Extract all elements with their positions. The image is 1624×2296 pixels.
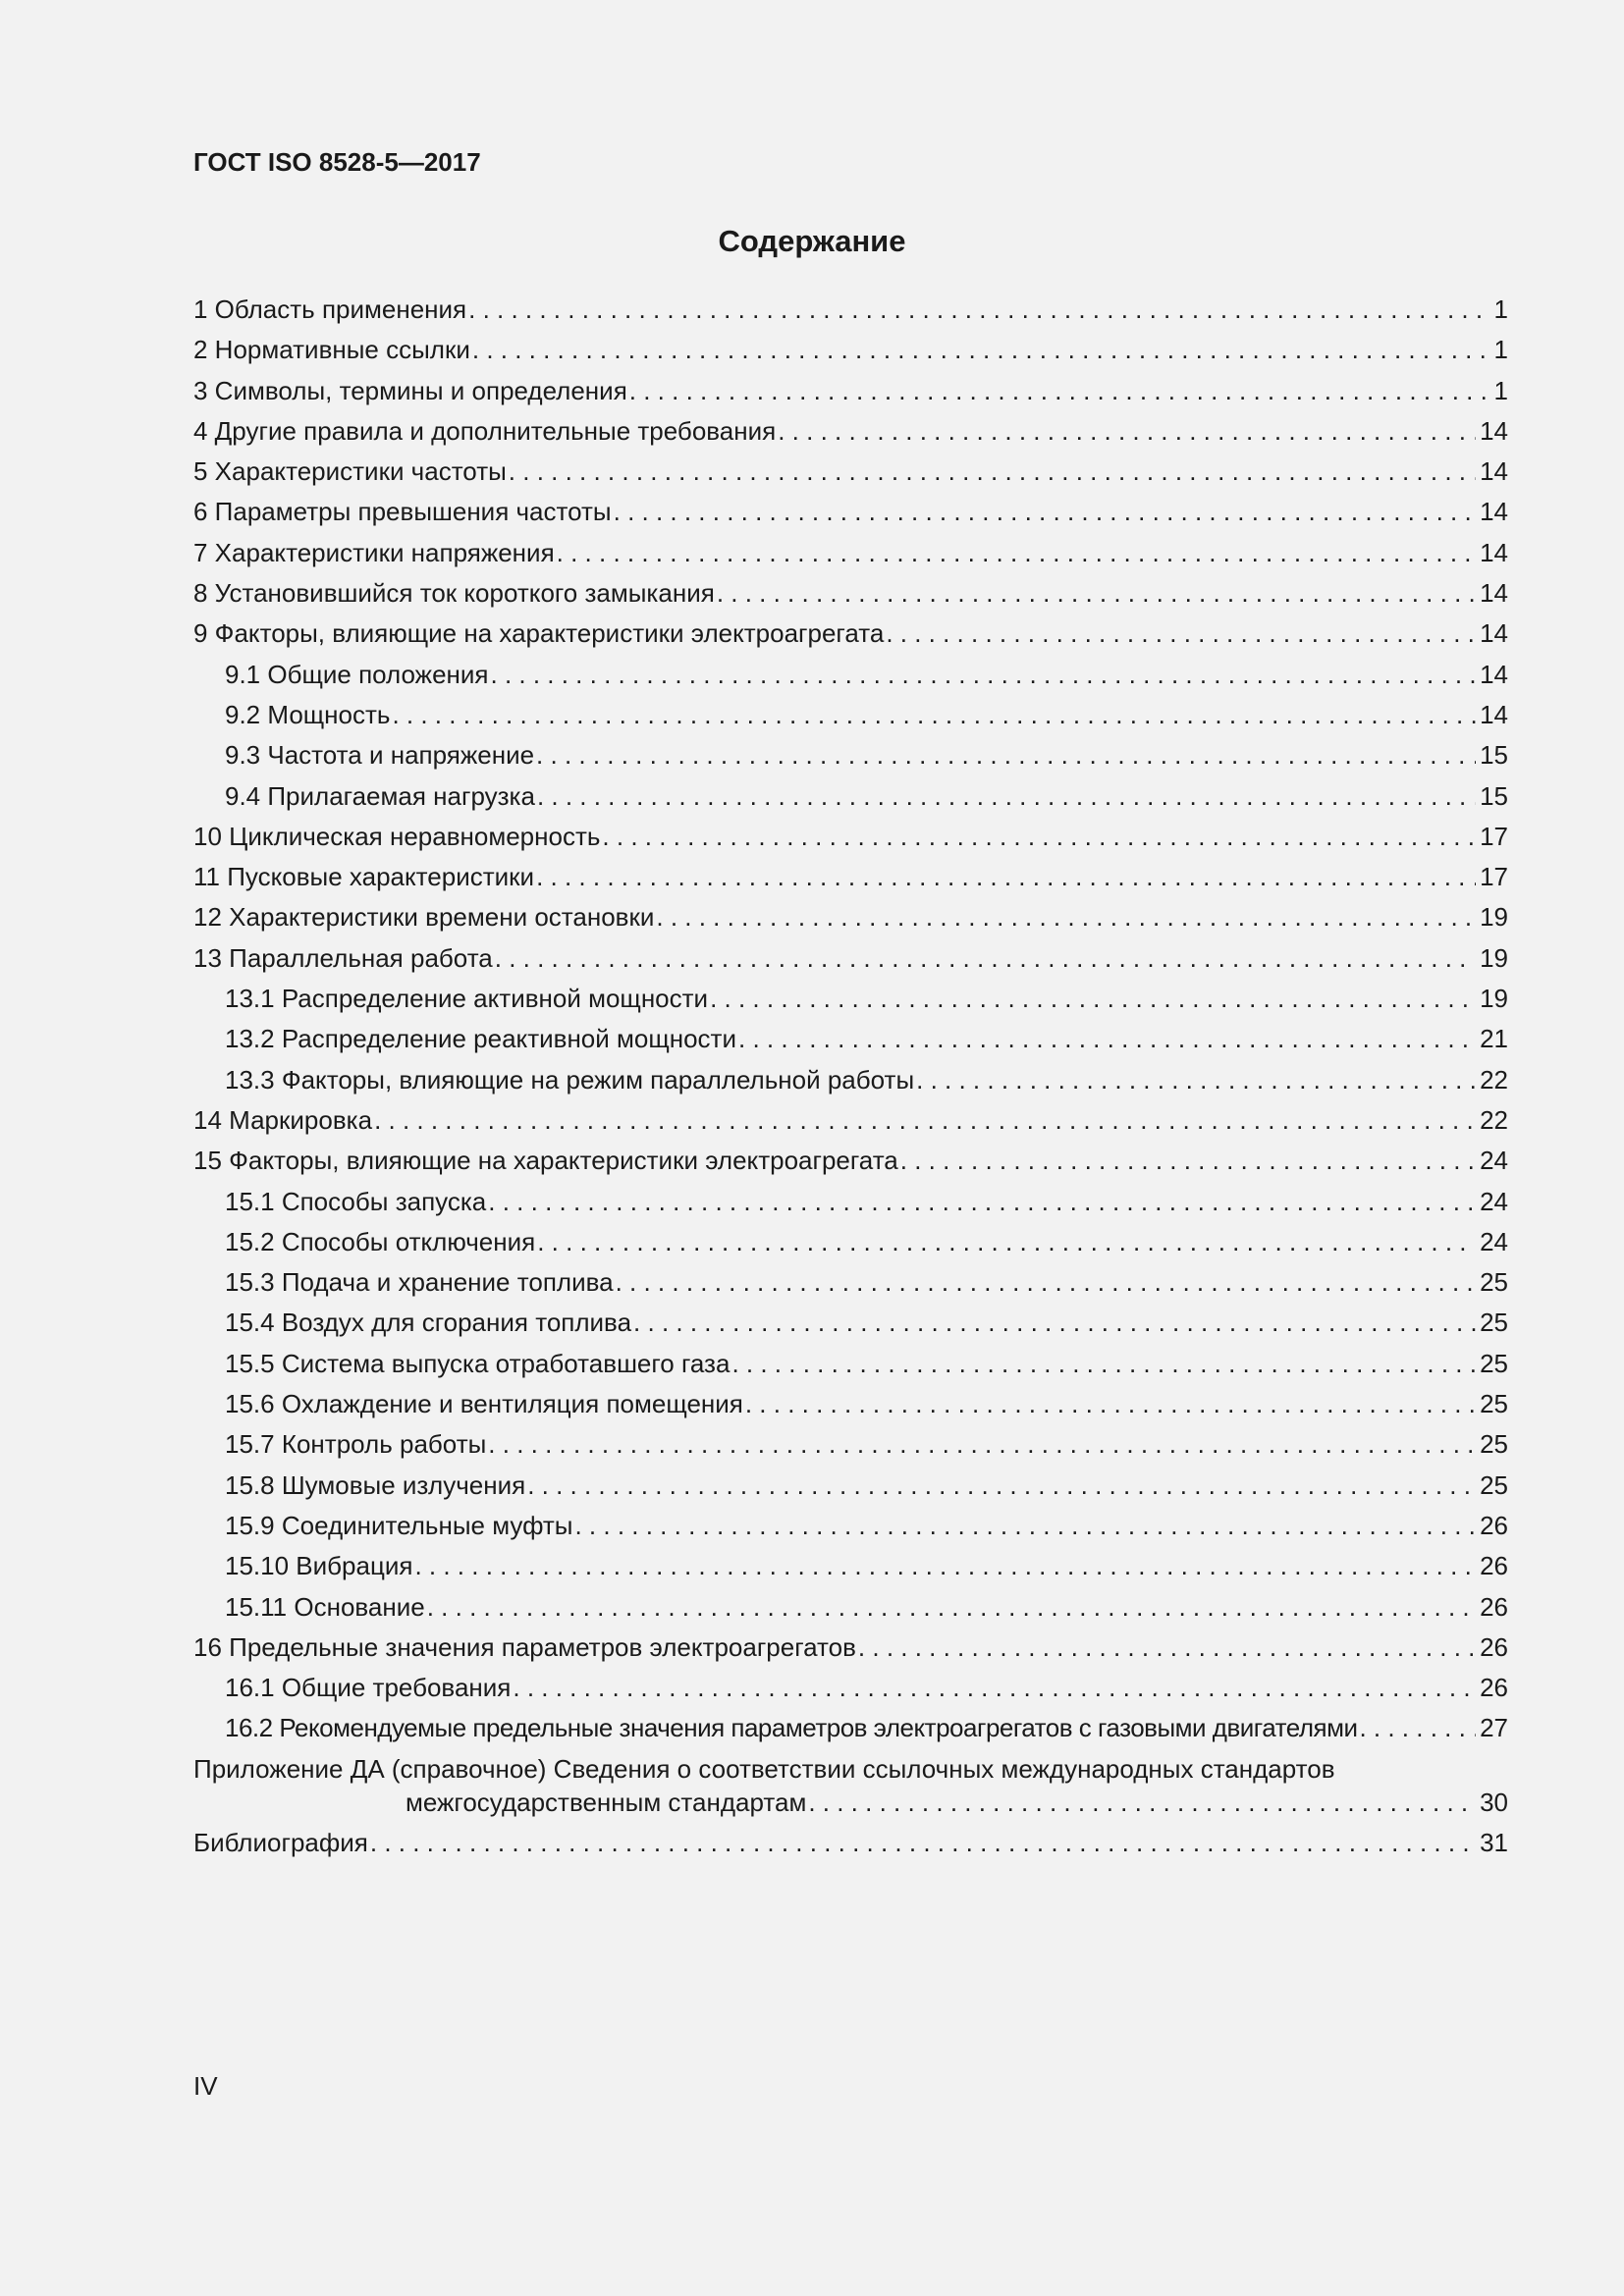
dot-leader bbox=[616, 1265, 1477, 1299]
dot-leader bbox=[513, 1671, 1476, 1704]
dot-leader bbox=[738, 1022, 1476, 1055]
toc-entry-annex-continuation[interactable]: межгосударственным стандартам . . . 30 bbox=[193, 1786, 1508, 1826]
page-number: IV bbox=[193, 2071, 218, 2101]
toc-entry-9-3[interactable]: 9.3 Частота и напряжение . . . 15 bbox=[193, 738, 1508, 778]
toc-entry-15-3[interactable]: 15.3 Подача и хранение топлива . . . 25 bbox=[193, 1265, 1508, 1306]
toc-entry-15-6[interactable]: 15.6 Охлаждение и вентиляция помещения . . . 25 bbox=[193, 1387, 1508, 1427]
dot-leader bbox=[509, 454, 1476, 488]
dot-leader bbox=[488, 1185, 1476, 1218]
toc-entry-15-1[interactable]: 15.1 Способы запуска . . . 24 bbox=[193, 1185, 1508, 1225]
dot-leader bbox=[374, 1103, 1476, 1137]
toc-entry-1[interactable]: 1 Область применения . . . 1 bbox=[193, 293, 1508, 333]
dot-leader bbox=[537, 779, 1476, 813]
toc-entry-14[interactable]: 14 Маркировка . . . 22 bbox=[193, 1103, 1508, 1144]
toc-entry-15-7[interactable]: 15.7 Контроль работы . . . 25 bbox=[193, 1427, 1508, 1468]
dot-leader bbox=[468, 293, 1489, 326]
toc-entry-12[interactable]: 12 Характеристики времени остановки . . . 19 bbox=[193, 900, 1508, 940]
dot-leader bbox=[858, 1630, 1476, 1664]
toc-entry-15-5[interactable]: 15.5 Система выпуска отработавшего газа . . . 25 bbox=[193, 1347, 1508, 1387]
dot-leader bbox=[745, 1387, 1476, 1420]
dot-leader bbox=[710, 982, 1476, 1015]
dot-leader bbox=[629, 374, 1490, 407]
toc-entry-16[interactable]: 16 Предельные значения параметров электроагрегатов . . . 26 bbox=[193, 1630, 1508, 1671]
toc-entry-3[interactable]: 3 Символы, термины и определения . . . 1 bbox=[193, 374, 1508, 414]
dot-leader bbox=[916, 1063, 1476, 1096]
dot-leader bbox=[537, 1225, 1476, 1258]
toc-entry-2[interactable]: 2 Нормативные ссылки . . . 1 bbox=[193, 333, 1508, 373]
dot-leader bbox=[370, 1826, 1476, 1859]
dot-leader bbox=[717, 576, 1476, 610]
dot-leader bbox=[472, 333, 1490, 366]
toc-entry-15-2[interactable]: 15.2 Способы отключения . . . 24 bbox=[193, 1225, 1508, 1265]
toc-entry-13-2[interactable]: 13.2 Распределение реактивной мощности . . . 21 bbox=[193, 1022, 1508, 1062]
toc-entry-11[interactable]: 11 Пусковые характеристики . . . 17 bbox=[193, 860, 1508, 900]
dot-leader bbox=[886, 616, 1476, 650]
toc-entry-9-2[interactable]: 9.2 Мощность . . . 14 bbox=[193, 698, 1508, 738]
document-code: ГОСТ ISO 8528-5—2017 bbox=[193, 147, 481, 177]
toc-entry-15-10[interactable]: 15.10 Вибрация . . . 26 bbox=[193, 1549, 1508, 1589]
toc-entry-9-1[interactable]: 9.1 Общие положения . . . 14 bbox=[193, 658, 1508, 698]
toc-entry-15-8[interactable]: 15.8 Шумовые излучения . . . 25 bbox=[193, 1468, 1508, 1509]
dot-leader bbox=[392, 698, 1476, 731]
toc-entry-13-1[interactable]: 13.1 Распределение активной мощности . . . 19 bbox=[193, 982, 1508, 1022]
dot-leader bbox=[778, 414, 1476, 448]
toc-title: Содержание bbox=[718, 224, 906, 258]
toc-entry-15-4[interactable]: 15.4 Воздух для сгорания топлива . . . 25 bbox=[193, 1306, 1508, 1346]
dot-leader bbox=[656, 900, 1476, 934]
dot-leader bbox=[527, 1468, 1476, 1502]
dot-leader bbox=[602, 820, 1476, 853]
toc-entry-8[interactable]: 8 Установившийся ток короткого замыкания . . . 14 bbox=[193, 576, 1508, 616]
dot-leader bbox=[491, 658, 1477, 691]
toc-entry-5[interactable]: 5 Характеристики частоты . . . 14 bbox=[193, 454, 1508, 495]
toc-entry-6[interactable]: 6 Параметры превышения частоты . . . 14 bbox=[193, 495, 1508, 535]
dot-leader bbox=[614, 495, 1476, 528]
toc-entry-10[interactable]: 10 Циклическая неравномерность . . . 17 bbox=[193, 820, 1508, 860]
dot-leader bbox=[808, 1786, 1476, 1819]
toc-entry-7[interactable]: 7 Характеристики напряжения . . . 14 bbox=[193, 536, 1508, 576]
dot-leader bbox=[495, 941, 1476, 975]
toc-entry-13[interactable]: 13 Параллельная работа . . . 19 bbox=[193, 941, 1508, 982]
toc-entry-15-11[interactable]: 15.11 Основание . . . 26 bbox=[193, 1590, 1508, 1630]
dot-leader bbox=[574, 1509, 1476, 1542]
toc-entry-13-3[interactable]: 13.3 Факторы, влияющие на режим параллельной работы . . . 22 bbox=[193, 1063, 1508, 1103]
toc-entry-16-2[interactable]: 16.2 Рекомендуемые предельные значения параметров электроагрегатов с газовыми двигателями . . . 27 bbox=[193, 1711, 1508, 1751]
toc-entry-9-4[interactable]: 9.4 Прилагаемая нагрузка . . . 15 bbox=[193, 779, 1508, 820]
toc-entry-9[interactable]: 9 Факторы, влияющие на характеристики электроагрегата . . . 14 bbox=[193, 616, 1508, 657]
dot-leader bbox=[731, 1347, 1476, 1380]
toc-entry-bibliography[interactable]: Библиография . . . 31 bbox=[193, 1826, 1508, 1866]
dot-leader bbox=[536, 860, 1476, 893]
dot-leader bbox=[536, 738, 1476, 772]
dot-leader bbox=[488, 1427, 1476, 1461]
toc-entry-4[interactable]: 4 Другие правила и дополнительные требования . . . 14 bbox=[193, 414, 1508, 454]
dot-leader bbox=[633, 1306, 1476, 1339]
toc-entry-15[interactable]: 15 Факторы, влияющие на характеристики электроагрегата . . . 24 bbox=[193, 1144, 1508, 1184]
toc-entry-16-1[interactable]: 16.1 Общие требования . . . 26 bbox=[193, 1671, 1508, 1711]
dot-leader bbox=[900, 1144, 1476, 1177]
dot-leader bbox=[427, 1590, 1476, 1624]
toc-entry-annex[interactable]: Приложение ДА (справочное) Сведения о соответствии ссылочных международных стандартов bbox=[193, 1753, 1335, 1784]
dot-leader bbox=[414, 1549, 1476, 1582]
toc-entry-15-9[interactable]: 15.9 Соединительные муфты . . . 26 bbox=[193, 1509, 1508, 1549]
dot-leader bbox=[557, 536, 1476, 569]
table-of-contents bbox=[193, 293, 1508, 1866]
dot-leader bbox=[1359, 1711, 1476, 1744]
